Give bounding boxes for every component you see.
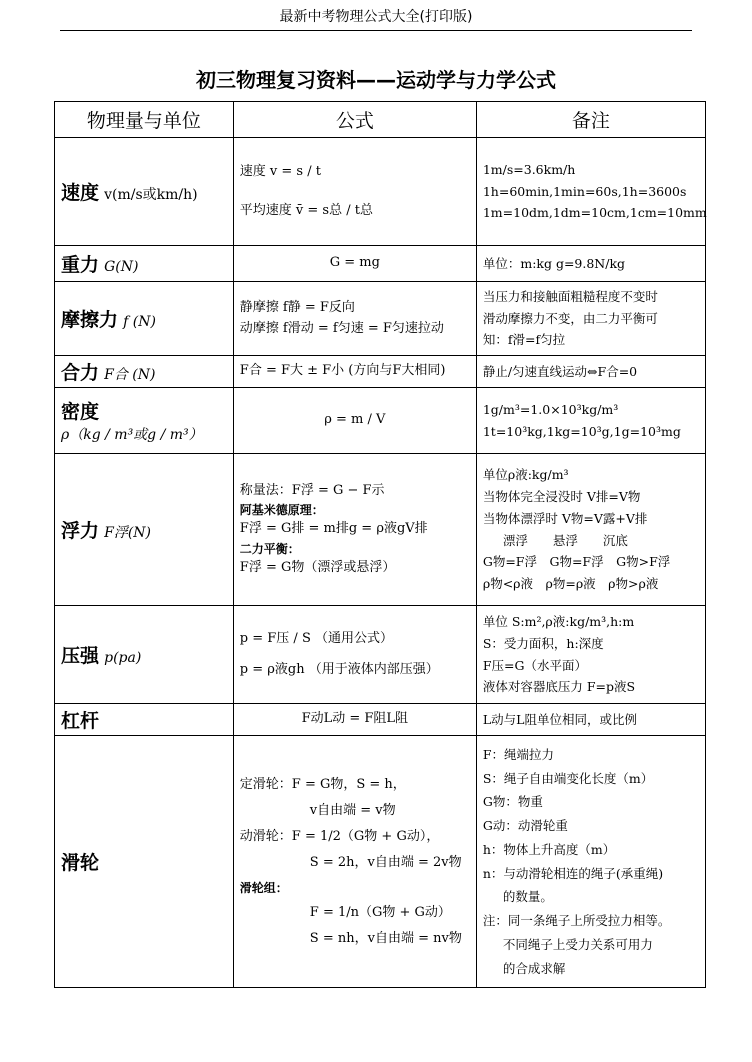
note-line: n：与动滑轮相连的绳子(承重绳) [482, 865, 664, 881]
quantity-unit: p(pa) [104, 650, 142, 666]
quantity-name: 压强 [61, 645, 100, 667]
note-line: S：绳子自由端变化长度（m） [482, 770, 654, 786]
note-line: 静止/匀速直线运动⇔F合=0 [482, 363, 638, 379]
note-line: F：绳端拉力 [482, 746, 555, 762]
quantity-unit: F浮(N) [104, 525, 151, 541]
formula-line: F = 1/n（G物 + G动） [309, 904, 451, 920]
note-line: ρ物<ρ液 ρ物=ρ液 ρ物>ρ液 [482, 576, 659, 592]
notes-cell [476, 356, 705, 388]
table-row [55, 356, 706, 388]
formula-line: F合 = F大 ± F小 (方向与F大相同) [239, 363, 446, 379]
formula-line: v自由端 = v物 [309, 802, 396, 818]
formula-cell [233, 246, 476, 282]
column-header-quantity: 物理量与单位 [55, 102, 234, 138]
note-line: F压=G（水平面） [482, 657, 587, 673]
notes-cell [476, 138, 705, 246]
table-row [55, 704, 706, 736]
formula-line: 称量法：F浮 = G − F示 [239, 482, 385, 498]
formula-line: S = 2h，v自由端 = 2v物 [309, 854, 462, 870]
notes-cell [476, 454, 705, 606]
formula-cell [233, 736, 476, 988]
formula-line: 定滑轮：F = G物，S = h， [239, 776, 406, 792]
formula-line: S = nh，v自由端 = nv物 [309, 930, 462, 946]
formula-line: F浮 = G排 = m排g = ρ液gV排 [239, 521, 428, 537]
quantity-cell [55, 282, 234, 356]
note-line: 注：同一条绳子上所受拉力相等。 [482, 913, 671, 928]
formula-line: p = F压 / S （通用公式） [239, 631, 393, 647]
table-row [55, 388, 706, 454]
formula-line: 平均速度 v̄ = s总 / t总 [239, 202, 373, 218]
page-title: 初三物理复习资料——运动学与力学公式 [196, 68, 556, 92]
quantity-cell [55, 388, 234, 454]
formula-cell [233, 356, 476, 388]
quantity-unit: F合 (N) [104, 367, 156, 383]
table-row [55, 138, 706, 246]
note-line: 1m=10dm,1dm=10cm,1cm=10mm [482, 205, 707, 221]
formula-label: 阿基米德原理： [239, 502, 324, 517]
formula-line: 静摩擦 f静 = F反向 [239, 300, 355, 316]
note-line: G物：物重 [482, 794, 543, 810]
note-line: S：受力面积，h:深度 [482, 635, 604, 651]
table-row [55, 282, 706, 356]
quantity-unit: v(m/s或km/h) [104, 187, 198, 203]
formula-line: 动摩擦 f滑动 = f匀速 = F匀速拉动 [239, 320, 444, 336]
table-row [55, 246, 706, 282]
notes-cell [476, 736, 705, 988]
quantity-unit: f (N) [123, 314, 156, 330]
note-line: 滑动摩擦力不变，由二力平衡可 [482, 310, 658, 326]
quantity-unit: ρ（kg / m³或g / m³） [61, 427, 203, 443]
note-line: 单位ρ液:kg/m³ [482, 466, 569, 482]
note-line: 知：f滑=f匀拉 [482, 332, 566, 348]
formula-cell [233, 282, 476, 356]
formula-cell [233, 388, 476, 454]
formula-cell [233, 454, 476, 606]
notes-cell [476, 704, 705, 736]
note-line: 1h=60min,1min=60s,1h=3600s [482, 183, 687, 199]
note-line: 的合成求解 [502, 960, 566, 976]
note-line: 不同绳子上受力关系可用力 [502, 936, 653, 952]
note-line: G动：动滑轮重 [482, 818, 568, 833]
table-row [55, 736, 706, 988]
quantity-cell [55, 356, 234, 388]
note-line: 当物体漂浮时 V物=V露+V排 [482, 510, 648, 526]
table-row [55, 606, 706, 704]
note-line: 1m/s=3.6km/h [482, 161, 576, 177]
note-line: 漂浮 悬浮 沉底 [502, 532, 628, 548]
note-line: 单位：m:kg g=9.8N/kg [482, 255, 626, 271]
header-rule [60, 30, 692, 31]
formula-line: F动L动 = F阻L阻 [301, 711, 409, 727]
quantity-name: 速度 [61, 182, 100, 204]
note-line: 液体对容器底压力 F=p液S [482, 679, 636, 695]
quantity-cell [55, 704, 234, 736]
quantity-name: 浮力 [61, 520, 100, 542]
quantity-cell [55, 736, 234, 988]
quantity-name: 杠杆 [61, 710, 100, 732]
note-line: L动与L阻单位相同，或比例 [482, 711, 637, 727]
quantity-name: 重力 [61, 254, 100, 276]
quantity-cell [55, 138, 234, 246]
formula-line: p = ρ液gh （用于液体内部压强） [239, 661, 439, 677]
quantity-name: 滑轮 [61, 852, 100, 874]
notes-cell [476, 246, 705, 282]
formula-line: 速度 v = s / t [239, 164, 321, 180]
notes-cell [476, 388, 705, 454]
formula-cell [233, 606, 476, 704]
notes-cell [476, 282, 705, 356]
formula-label: 滑轮组： [239, 880, 288, 895]
table-row [55, 454, 706, 606]
formula-table [54, 101, 706, 988]
note-line: 的数量。 [502, 889, 553, 905]
formula-line: F浮 = G物（漂浮或悬浮） [239, 560, 396, 576]
note-line: 1t=10³kg,1kg=10³g,1g=10³mg [482, 423, 681, 439]
quantity-name: 摩擦力 [61, 309, 119, 331]
note-line: 1g/m³=1.0×10³kg/m³ [482, 401, 619, 417]
formula-line: 动滑轮：F = 1/2（G物 + G动）， [239, 828, 440, 844]
quantity-cell [55, 454, 234, 606]
notes-cell [476, 606, 705, 704]
note-line: 当物体完全浸没时 V排=V物 [482, 488, 641, 504]
note-line: 当压力和接触面粗糙程度不变时 [482, 288, 658, 304]
quantity-cell [55, 606, 234, 704]
formula-line: ρ = m / V [324, 412, 386, 428]
table-header-row [55, 102, 706, 138]
note-line: G物=F浮 G物=F浮 G物>F浮 [482, 554, 671, 570]
formula-cell [233, 704, 476, 736]
formula-cell [233, 138, 476, 246]
note-line: 单位 S:m²,ρ液:kg/m³,h:m [482, 613, 635, 629]
formula-label: 二力平衡： [239, 541, 300, 556]
note-line: h：物体上升高度（m） [482, 841, 616, 857]
quantity-unit: G(N) [104, 259, 139, 275]
column-header-notes: 备注 [476, 102, 705, 138]
page-header: 最新中考物理公式大全(打印版) [279, 9, 473, 25]
quantity-name: 密度 [61, 401, 100, 423]
quantity-name: 合力 [61, 362, 100, 384]
quantity-cell [55, 246, 234, 282]
column-header-formula: 公式 [233, 102, 476, 138]
formula-line: G = mg [329, 255, 380, 271]
